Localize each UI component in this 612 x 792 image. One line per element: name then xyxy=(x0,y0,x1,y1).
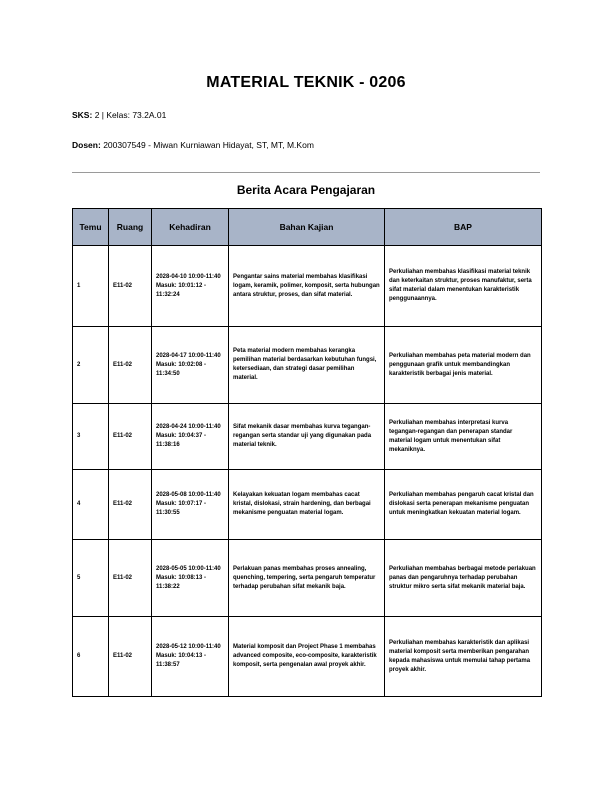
divider xyxy=(72,172,540,173)
cell-temu: 2 xyxy=(73,327,109,404)
cell-bahan-kajian: Material komposit dan Project Phase 1 membahas advanced composite, eco-composite, karakteristik komposit, serta pengenalan awal proyek akhir. xyxy=(229,617,385,697)
cell-bahan-kajian: Kelayakan kekuatan logam membahas cacat kristal, dislokasi, strain hardening, dan berbagai mekanisme penguatan material logam. xyxy=(229,470,385,540)
cell-temu: 6 xyxy=(73,617,109,697)
header-ruang: Ruang xyxy=(109,209,152,246)
cell-kehadiran: 2028-04-17 10:00-11:40 Masuk: 10:02:08 - 11:34:50 xyxy=(152,327,229,404)
header-temu: Temu xyxy=(73,209,109,246)
teaching-report-table xyxy=(72,208,542,697)
section-title: Berita Acara Pengajaran xyxy=(236,183,376,197)
cell-kehadiran: 2028-05-12 10:00-11:40 Masuk: 10:04:13 - 11:38:57 xyxy=(152,617,229,697)
dosen-label: Dosen: xyxy=(72,140,101,150)
cell-bap: Perkuliahan membahas berbagai metode perlakuan panas dan pengaruhnya terhadap perubahan struktur mikro serta sifat mekanik material baja. xyxy=(385,540,542,617)
table-row xyxy=(73,327,542,404)
sks-label: SKS: xyxy=(72,110,93,120)
cell-ruang: E11-02 xyxy=(109,617,152,697)
cell-bap: Perkuliahan membahas peta material modern dan penggunaan grafik untuk membandingkan karakteristik berbagai jenis material. xyxy=(385,327,542,404)
cell-temu: 1 xyxy=(73,246,109,327)
table-row xyxy=(73,404,542,470)
table-row xyxy=(73,540,542,617)
cell-temu: 5 xyxy=(73,540,109,617)
dosen-line xyxy=(72,140,314,150)
cell-ruang: E11-02 xyxy=(109,327,152,404)
cell-bap: Perkuliahan membahas pengaruh cacat kristal dan dislokasi serta penerapan mekanisme penguatan untuk meningkatkan kekuatan material logam. xyxy=(385,470,542,540)
cell-bap: Perkuliahan membahas klasifikasi material teknik dan keterkaitan struktur, proses manufaktur, serta sifat material dalam menentukan karakteristik penggunaannya. xyxy=(385,246,542,327)
cell-bap: Perkuliahan membahas interpretasi kurva tegangan-regangan dan penerapan standar material logam untuk menentukan sifat mekaniknya. xyxy=(385,404,542,470)
cell-ruang: E11-02 xyxy=(109,540,152,617)
cell-kehadiran: 2028-05-05 10:00-11:40 Masuk: 10:08:13 - 11:38:22 xyxy=(152,540,229,617)
cell-bahan-kajian: Pengantar sains material membahas klasifikasi logam, keramik, polimer, komposit, serta hubungan antara struktur, proses, dan sifat material. xyxy=(229,246,385,327)
cell-bahan-kajian: Sifat mekanik dasar membahas kurva tegangan-regangan serta standar uji yang digunakan pada material teknik. xyxy=(229,404,385,470)
cell-temu: 3 xyxy=(73,404,109,470)
cell-ruang: E11-02 xyxy=(109,470,152,540)
cell-kehadiran: 2028-04-10 10:00-11:40 Masuk: 10:01:12 - 11:32:24 xyxy=(152,246,229,327)
sks-line xyxy=(72,110,166,120)
cell-ruang: E11-02 xyxy=(109,404,152,470)
header-kehadiran: Kehadiran xyxy=(152,209,229,246)
table-row xyxy=(73,617,542,697)
cell-bahan-kajian: Peta material modern membahas kerangka pemilihan material berdasarkan kebutuhan fungsi, ketersediaan, dan strategi dasar pemilihan material. xyxy=(229,327,385,404)
cell-temu: 4 xyxy=(73,470,109,540)
header-bap: BAP xyxy=(385,209,542,246)
cell-kehadiran: 2028-05-08 10:00-11:40 Masuk: 10:07:17 - 11:30:55 xyxy=(152,470,229,540)
cell-ruang: E11-02 xyxy=(109,246,152,327)
cell-kehadiran: 2028-04-24 10:00-11:40 Masuk: 10:04:37 - 11:38:16 xyxy=(152,404,229,470)
cell-bap: Perkuliahan membahas karakteristik dan aplikasi material komposit serta memberikan pengarahan kepada mahasiswa untuk memulai tahap pertama proyek akhir. xyxy=(385,617,542,697)
cell-bahan-kajian: Perlakuan panas membahas proses annealing, quenching, tempering, serta pengaruh temperatur terhadap perubahan sifat mekanik baja. xyxy=(229,540,385,617)
table-row xyxy=(73,246,542,327)
header-bahan-kajian: Bahan Kajian xyxy=(229,209,385,246)
course-title: MATERIAL TEKNIK - 0206 xyxy=(206,74,406,91)
table-row xyxy=(73,470,542,540)
sks-value: 2 | Kelas: 73.2A.01 xyxy=(94,110,167,120)
table-header-row xyxy=(73,209,542,246)
dosen-value: 200307549 - Miwan Kurniawan Hidayat, ST, MT, M.Kom xyxy=(103,140,314,150)
